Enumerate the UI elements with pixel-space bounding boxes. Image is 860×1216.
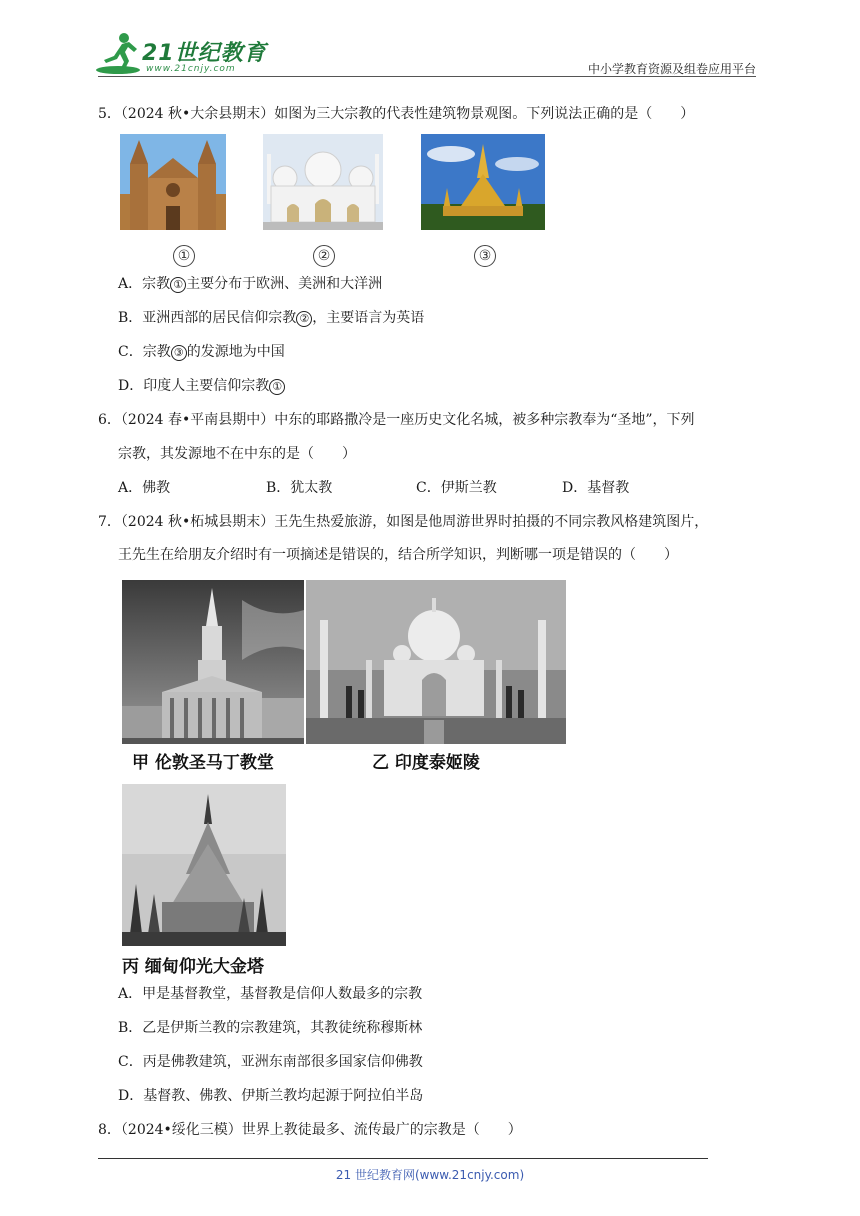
q5-option-c-mark: ③ (171, 345, 187, 361)
q5-photo-pagoda (421, 134, 545, 230)
q7-caption-yi: 乙 印度泰姬陵 (372, 753, 480, 773)
runner-logo-icon (94, 30, 144, 78)
q5-option-d[interactable] (118, 376, 285, 396)
q7-photo-st-martin-church (122, 580, 304, 744)
q5-stem: 5．（2024 秋•大余县期末）如图为三大宗教的代表性建筑物景观图。下列说法正确的是（ ） (98, 106, 695, 122)
q7-option-d[interactable]: D．基督教、佛教、伊斯兰教均起源于阿拉伯半岛 (118, 1088, 424, 1104)
q7-option-c[interactable]: C．丙是佛教建筑，亚洲东南部很多国家信仰佛教 (118, 1054, 423, 1070)
logo-text: 21世纪教育 (142, 41, 267, 66)
footer-link[interactable]: 21 世纪教育网(www.21cnjy.com) (335, 1168, 525, 1182)
q6-option-b[interactable]: B．犹太教 (266, 480, 333, 496)
q5-photo-mosque (263, 134, 383, 230)
q5-option-a-pre: A．宗教 (118, 276, 171, 292)
q7-caption-bing: 丙 缅甸仰光大金塔 (122, 957, 264, 977)
q5-option-b[interactable] (118, 308, 424, 328)
q5-photo-cathedral (120, 134, 226, 230)
q5-option-b-post: ，主要语言为英语 (312, 310, 425, 326)
header-divider (98, 76, 756, 77)
q5-option-d-mark: ① (269, 379, 285, 395)
platform-label: 中小学教育资源及组卷应用平台 (587, 62, 756, 76)
q7-option-a[interactable]: A．甲是基督教堂，基督教是信仰人数最多的宗教 (118, 986, 423, 1002)
q6-option-a[interactable]: A．佛教 (118, 480, 171, 496)
q5-option-c-pre: C．宗教 (118, 344, 171, 360)
q5-option-d-pre: D．印度人主要信仰宗教 (118, 378, 270, 394)
q6-stem-line2: 宗教，其发源地不在中东的是（ ） (118, 446, 356, 462)
q6-option-d[interactable]: D．基督教 (562, 480, 630, 496)
q7-stem-line1: 7．（2024 秋•柘城县期末）王先生热爱旅游，如图是他周游世界时拍摄的不同宗教风格建筑图片， (98, 514, 709, 530)
q5-option-b-mark: ② (296, 311, 312, 327)
q7-stem-line2: 王先生在给朋友介绍时有一项摘述是错误的，结合所学知识，判断哪一项是错误的（ ） (118, 547, 678, 563)
logo-url: www.21cnjy.com (146, 64, 236, 74)
q6-option-c[interactable]: C．伊斯兰教 (416, 480, 497, 496)
q7-photo-shwedagon-pagoda (122, 784, 286, 946)
q7-caption-jia: 甲 伦敦圣马丁教堂 (132, 753, 274, 773)
q7-photo-taj-mahal (306, 580, 566, 744)
q5-option-c-post: 的发源地为中国 (186, 344, 285, 360)
q5-label-3: ③ (474, 245, 496, 267)
q5-option-b-pre: B．亚洲西部的居民信仰宗教 (118, 310, 297, 326)
q7-option-b[interactable]: B．乙是伊斯兰教的宗教建筑，其教徒统称穆斯林 (118, 1020, 423, 1036)
q5-option-a-post: 主要分布于欧洲、美洲和大洋洲 (186, 276, 383, 292)
q5-option-a-mark: ① (170, 277, 186, 293)
q6-stem-line1: 6．（2024 春•平南县期中）中东的耶路撒冷是一座历史文化名城，被多种宗教奉为“圣地”，下列 (98, 412, 695, 428)
q5-option-c[interactable] (118, 342, 285, 362)
q8-stem: 8．（2024•绥化三模）世界上教徒最多、流传最广的宗教是（ ） (98, 1122, 522, 1138)
q5-label-2: ② (313, 245, 335, 267)
footer-divider (98, 1158, 708, 1159)
q5-label-1: ① (173, 245, 195, 267)
q5-option-a[interactable] (118, 274, 382, 294)
